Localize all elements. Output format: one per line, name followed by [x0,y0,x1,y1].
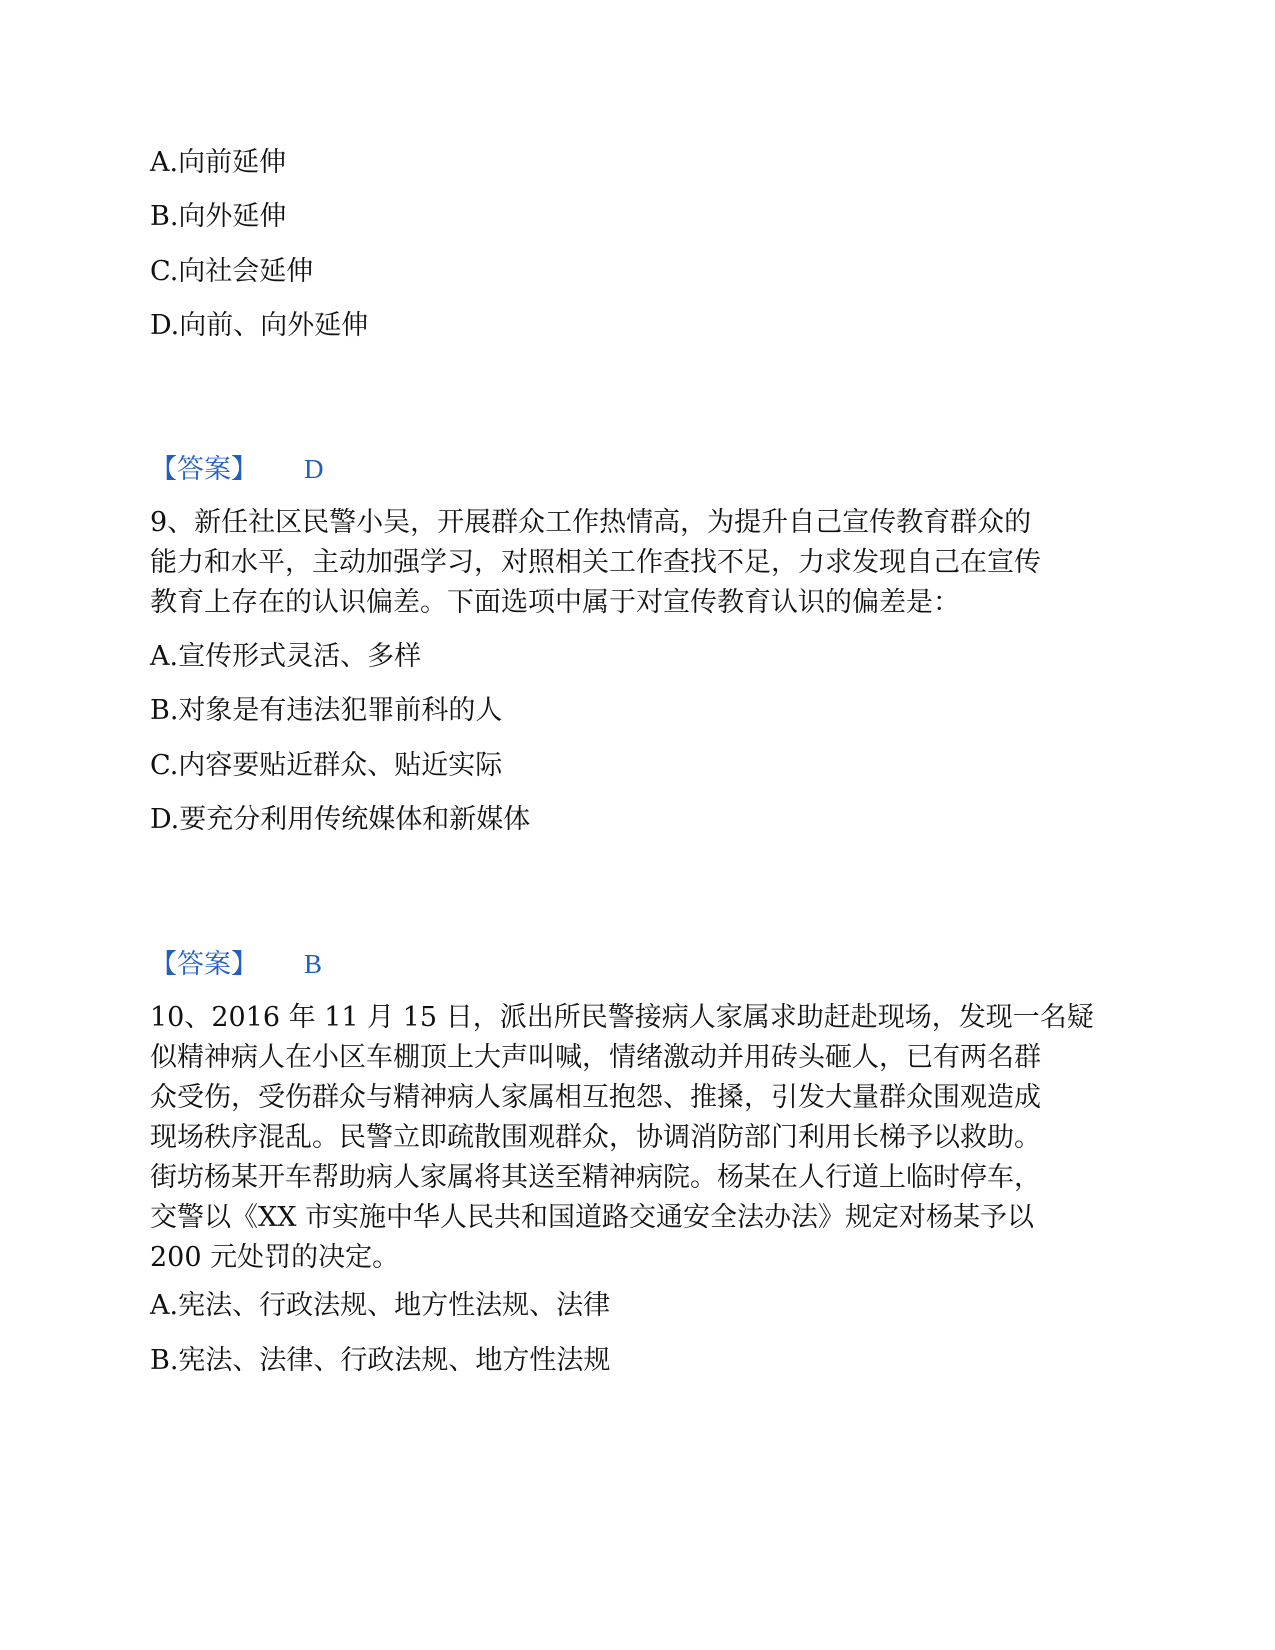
q9-option-b: B.对象是有违法犯罪前科的人 [150,695,503,726]
q10-line-6: 交警以《XX 市实施中华人民共和国道路交通安全法办法》规定对杨某予以 [150,1202,1035,1233]
q9-line-1: 9、新任社区民警小吴，开展群众工作热情高，为提升自己宣传教育群众的 [150,507,1032,538]
q10-option-b: B.宪法、法律、行政法规、地方性法规 [150,1345,611,1376]
q9-line-2: 能力和水平，主动加强学习，对照相关工作查找不足，力求发现自己在宣传 [150,547,1041,578]
q8-option-c: C.向社会延伸 [150,256,314,287]
q10-line-3: 众受伤，受伤群众与精神病人家属相互抱怨、推搡，引发大量群众围观造成 [150,1082,1041,1113]
q8-answer [150,452,324,487]
q10-line-2: 似精神病人在小区车棚顶上大声叫喊，情绪激动并用砖头砸人，已有两名群 [150,1042,1041,1073]
q9-answer [150,947,322,982]
q10-line-1: 10、2016 年 11 月 15 日，派出所民警接病人家属求助赶赴现场，发现一名疑 [150,1002,1094,1033]
q10-line-5: 街坊杨某开车帮助病人家属将其送至精神病院。杨某在人行道上临时停车， [150,1162,1041,1193]
q9-option-a: A.宣传形式灵活、多样 [150,641,422,672]
q8-option-b: B.向外延伸 [150,201,287,232]
q9-option-d: D.要充分利用传统媒体和新媒体 [150,804,531,835]
q10-line-4: 现场秩序混乱。民警立即疏散围观群众，协调消防部门利用长梯予以救助。 [150,1122,1041,1153]
q8-option-a: A.向前延伸 [150,147,287,178]
q9-stem [150,503,1110,623]
answer-value: D [304,454,324,484]
answer-label: 【答案】 [150,454,258,485]
answer-label: 【答案】 [150,949,258,980]
q8-option-d: D.向前、向外延伸 [150,310,369,341]
q10-option-a: A.宪法、行政法规、地方性法规、法律 [150,1290,611,1321]
answer-value: B [304,949,323,979]
q10-stem [150,998,1110,1278]
q9-line-3: 教育上存在的认识偏差。下面选项中属于对宣传教育认识的偏差是： [150,587,960,618]
q10-line-7: 200 元处罚的决定。 [150,1242,400,1273]
q9-option-c: C.内容要贴近群众、贴近实际 [150,750,503,781]
